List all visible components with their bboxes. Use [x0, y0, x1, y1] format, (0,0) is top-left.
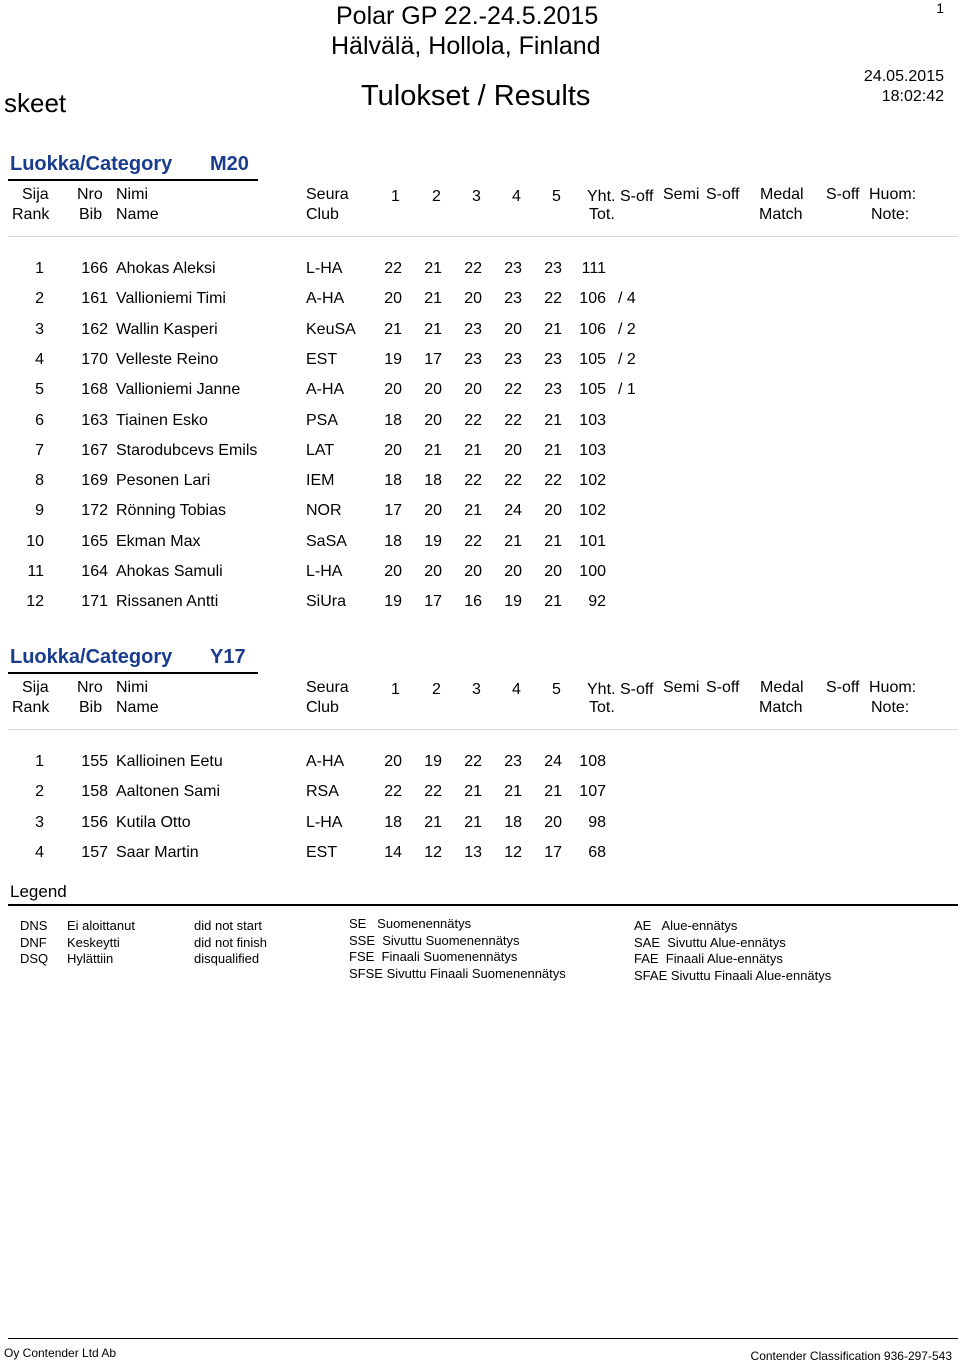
- column-header-bib-fi: Nro: [77, 186, 103, 203]
- result-row: [0, 593, 960, 623]
- cell-name: Ekman Max: [116, 532, 201, 550]
- cell-total: 98: [588, 813, 606, 831]
- cell-s0: 22: [384, 783, 402, 801]
- cell-s1: 22: [424, 783, 442, 801]
- cell-s0: 20: [384, 753, 402, 770]
- cell-s1: 17: [424, 350, 442, 368]
- column-header-name-en: Name: [116, 206, 159, 223]
- cell-name: Pesonen Lari: [116, 472, 211, 490]
- cell-name: Vallioniemi Janne: [116, 381, 241, 399]
- cell-s0: 18: [384, 532, 402, 550]
- cell-name: Velleste Reino: [116, 350, 219, 368]
- cell-total: 108: [579, 753, 606, 770]
- cell-s4: 21: [544, 441, 562, 459]
- column-header-medal: Medal: [760, 186, 804, 203]
- cell-name: Aaltonen Sami: [116, 783, 221, 801]
- cell-s2: 21: [464, 813, 482, 831]
- cell-club: RSA: [306, 783, 339, 801]
- column-header-bib-en: Bib: [79, 699, 103, 716]
- result-row: [0, 533, 960, 563]
- cell-club: PSA: [306, 411, 339, 429]
- cell-total: 106: [579, 290, 606, 308]
- column-header-medal-shootoff: S-off: [826, 186, 860, 203]
- cell-s2: 16: [464, 593, 482, 611]
- cell-name: Vallioniemi Timi: [116, 290, 226, 308]
- cell-bib: 156: [81, 813, 108, 831]
- column-header-note-en: Note:: [871, 206, 910, 223]
- cell-club: KeuSA: [306, 320, 356, 338]
- legend-ae-item: SFAE Sivuttu Finaali Alue-ennätys: [634, 967, 832, 983]
- cell-bib: 161: [81, 290, 108, 308]
- cell-bib: 167: [81, 441, 108, 459]
- cell-name: Saar Martin: [116, 843, 199, 861]
- cell-s0: 22: [384, 260, 402, 277]
- cell-s3: 22: [504, 472, 522, 490]
- cell-s4: 20: [544, 563, 562, 580]
- column-header-note-fi: Huom:: [869, 186, 917, 203]
- result-row: [0, 783, 960, 813]
- cell-s4: 17: [544, 843, 562, 861]
- column-header-shootoff: S-off: [620, 188, 654, 205]
- cell-s3: 20: [504, 563, 522, 580]
- column-header-s5: 5: [552, 188, 561, 205]
- legend-code-en: did not start: [194, 918, 262, 933]
- cell-rank: 3: [35, 813, 44, 831]
- cell-bib: 169: [81, 472, 108, 490]
- cell-rank: 7: [35, 441, 44, 459]
- category-code: Y17: [210, 646, 246, 668]
- cell-s0: 18: [384, 472, 402, 490]
- category-underline: [8, 672, 258, 674]
- cell-bib: 164: [81, 563, 108, 580]
- cell-bib: 168: [81, 381, 108, 399]
- legend-code: DSQ: [20, 951, 49, 966]
- cell-s4: 22: [544, 290, 562, 308]
- event-title: Polar GP 22.-24.5.2015: [336, 2, 599, 30]
- cell-s1: 17: [424, 593, 442, 611]
- cell-s3: 24: [504, 502, 522, 520]
- cell-total: 103: [579, 411, 606, 429]
- cell-club: LAT: [306, 441, 335, 459]
- cell-s2: 22: [464, 753, 482, 770]
- cell-club: IEM: [306, 472, 335, 490]
- column-header-s1: 1: [391, 188, 400, 205]
- cell-s2: 20: [464, 563, 482, 580]
- cell-s1: 21: [424, 320, 442, 338]
- cell-total: 106: [579, 320, 606, 338]
- cell-s4: 20: [544, 813, 562, 831]
- cell-club: A-HA: [306, 381, 345, 399]
- column-header-name-en: Name: [116, 699, 159, 716]
- cell-rank: 6: [35, 411, 44, 429]
- legend-code-fi: Keskeytti: [67, 934, 120, 950]
- cell-s0: 19: [384, 350, 402, 368]
- column-header-rank-en: Rank: [12, 699, 50, 716]
- column-header-semi: Semi: [663, 679, 700, 696]
- cell-s4: 24: [544, 753, 562, 770]
- cell-rank: 2: [35, 290, 44, 308]
- result-row: [0, 351, 960, 381]
- column-header-total-en: Tot.: [589, 206, 615, 223]
- column-header-club-en: Club: [306, 699, 339, 716]
- result-row: [0, 442, 960, 472]
- cell-s1: 20: [424, 411, 442, 429]
- cell-s2: 21: [464, 502, 482, 520]
- cell-rank: 5: [35, 381, 44, 399]
- cell-s4: 20: [544, 502, 562, 520]
- column-header-total-fi: Yht.: [587, 188, 616, 205]
- category-label: Luokka/Category: [10, 153, 173, 175]
- cell-s2: 22: [464, 532, 482, 550]
- column-header-club-fi: Seura: [306, 186, 349, 203]
- cell-soff: / 2: [618, 320, 636, 338]
- result-row: [0, 844, 960, 874]
- cell-total: 105: [579, 381, 606, 399]
- cell-s1: 19: [424, 532, 442, 550]
- cell-club: L-HA: [306, 563, 343, 580]
- result-row: [0, 260, 960, 290]
- column-header-medal: Medal: [760, 679, 804, 696]
- cell-rank: 4: [35, 843, 44, 861]
- cell-s4: 23: [544, 350, 562, 368]
- cell-s0: 20: [384, 441, 402, 459]
- result-row: [0, 412, 960, 442]
- cell-s0: 20: [384, 381, 402, 399]
- result-row: [0, 321, 960, 351]
- column-header-total-en: Tot.: [589, 699, 615, 716]
- cell-s3: 18: [504, 813, 522, 831]
- cell-name: Kallioinen Eetu: [116, 753, 223, 770]
- column-header-note-en: Note:: [871, 699, 910, 716]
- cell-s1: 12: [424, 843, 442, 861]
- cell-s4: 21: [544, 320, 562, 338]
- cell-s0: 20: [384, 290, 402, 308]
- category-label: Luokka/Category: [10, 646, 173, 668]
- column-header-name-fi: Nimi: [116, 186, 148, 203]
- result-row: [0, 563, 960, 593]
- cell-s1: 19: [424, 753, 442, 770]
- cell-total: 92: [588, 593, 606, 611]
- cell-club: EST: [306, 350, 338, 368]
- cell-s2: 20: [464, 381, 482, 399]
- cell-name: Ahokas Samuli: [116, 563, 223, 580]
- cell-s3: 23: [504, 260, 522, 277]
- column-header-total-fi: Yht.: [587, 681, 616, 698]
- cell-club: SiUra: [306, 593, 347, 611]
- cell-s0: 17: [384, 502, 402, 520]
- cell-s0: 19: [384, 593, 402, 611]
- cell-bib: 165: [81, 532, 108, 550]
- legend-code-fi: Ei aloittanut: [67, 918, 135, 933]
- cell-s0: 18: [384, 411, 402, 429]
- cell-s0: 21: [384, 320, 402, 338]
- legend-ae-item: FAE Finaali Alue-ennätys: [634, 951, 783, 966]
- cell-club: NOR: [306, 502, 342, 520]
- page-number: 1: [936, 0, 944, 16]
- category-underline: [8, 179, 258, 181]
- cell-rank: 3: [35, 320, 44, 338]
- cell-bib: 170: [81, 350, 108, 368]
- cell-s1: 18: [424, 472, 442, 490]
- cell-total: 103: [579, 441, 606, 459]
- legend-se-item: SFSE Sivuttu Finaali Suomenennätys: [349, 965, 566, 981]
- legend-code-en: did not finish: [194, 934, 267, 950]
- cell-name: Wallin Kasperi: [116, 320, 218, 338]
- results-title: Tulokset / Results: [361, 80, 591, 112]
- cell-s3: 20: [504, 441, 522, 459]
- column-header-bib-fi: Nro: [77, 679, 103, 696]
- cell-rank: 4: [35, 350, 44, 368]
- legend-code-en: disqualified: [194, 951, 260, 966]
- cell-s3: 20: [504, 320, 522, 338]
- column-header-bib-en: Bib: [79, 206, 103, 223]
- report-time: 18:02:42: [881, 88, 944, 105]
- cell-rank: 1: [35, 753, 44, 770]
- cell-s2: 22: [464, 260, 482, 277]
- cell-s4: 23: [544, 381, 562, 399]
- discipline-label: skeet: [4, 88, 67, 118]
- result-row: [0, 502, 960, 532]
- cell-s3: 19: [504, 593, 522, 611]
- cell-name: Starodubcevs Emils: [116, 441, 258, 459]
- cell-total: 105: [579, 350, 606, 368]
- cell-s4: 21: [544, 593, 562, 611]
- cell-total: 68: [588, 843, 606, 861]
- column-header-club-en: Club: [306, 206, 339, 223]
- cell-total: 107: [579, 783, 606, 801]
- cell-s4: 22: [544, 472, 562, 490]
- cell-total: 100: [579, 563, 606, 580]
- result-row: [0, 472, 960, 502]
- cell-s0: 20: [384, 563, 402, 580]
- cell-s0: 14: [384, 843, 402, 861]
- cell-rank: 12: [26, 593, 44, 611]
- cell-s3: 21: [504, 532, 522, 550]
- cell-s3: 22: [504, 411, 522, 429]
- column-header-rank-en: Rank: [12, 206, 50, 223]
- legend-ae-item: AE Alue-ennätys: [634, 918, 738, 933]
- cell-name: Tiainen Esko: [116, 411, 208, 429]
- cell-s2: 23: [464, 320, 482, 338]
- cell-rank: 11: [27, 563, 44, 580]
- column-header-club-fi: Seura: [306, 679, 349, 696]
- cell-s2: 23: [464, 350, 482, 368]
- cell-bib: 171: [81, 593, 108, 611]
- cell-s3: 22: [504, 381, 522, 399]
- cell-s2: 21: [464, 441, 482, 459]
- cell-bib: 158: [81, 783, 108, 801]
- cell-s2: 21: [464, 783, 482, 801]
- cell-s2: 20: [464, 290, 482, 308]
- cell-s3: 23: [504, 350, 522, 368]
- cell-club: L-HA: [306, 260, 343, 277]
- cell-s4: 21: [544, 783, 562, 801]
- cell-s3: 23: [504, 753, 522, 770]
- cell-name: Rönning Tobias: [116, 502, 227, 520]
- cell-club: L-HA: [306, 813, 343, 831]
- cell-s1: 21: [424, 813, 442, 831]
- event-location: Hälvälä, Hollola, Finland: [331, 32, 601, 60]
- column-header-rank-fi: Sija: [22, 679, 49, 696]
- result-row: [0, 814, 960, 844]
- footer-company: Oy Contender Ltd Ab: [4, 1346, 117, 1360]
- cell-club: EST: [306, 843, 338, 861]
- column-header-s5: 5: [552, 681, 561, 698]
- cell-total: 102: [579, 472, 606, 490]
- legend-se-item: SE Suomenennätys: [349, 916, 472, 931]
- column-header-semi: Semi: [663, 186, 700, 203]
- cell-name: Rissanen Antti: [116, 593, 219, 611]
- column-header-s4: 4: [512, 188, 521, 205]
- cell-s1: 20: [424, 563, 442, 580]
- cell-s1: 20: [424, 381, 442, 399]
- footer-divider: [8, 1338, 958, 1339]
- cell-s4: 21: [544, 411, 562, 429]
- cell-s3: 23: [504, 290, 522, 308]
- cell-s1: 21: [424, 290, 442, 308]
- column-header-s3: 3: [472, 681, 481, 698]
- cell-total: 101: [579, 532, 606, 550]
- legend-ae-item: SAE Sivuttu Alue-ennätys: [634, 934, 786, 950]
- column-header-semi-shootoff: S-off: [706, 679, 740, 696]
- column-header-s1: 1: [391, 681, 400, 698]
- cell-total: 111: [581, 260, 606, 277]
- legend-code: DNF: [20, 934, 47, 950]
- cell-s1: 20: [424, 502, 442, 520]
- cell-s0: 18: [384, 813, 402, 831]
- legend-code: DNS: [20, 918, 48, 933]
- column-header-name-fi: Nimi: [116, 679, 148, 696]
- cell-s1: 21: [424, 260, 442, 277]
- legend-code-fi: Hylättiin: [67, 951, 114, 966]
- column-header-s2: 2: [432, 681, 441, 698]
- header-divider: [8, 236, 958, 237]
- cell-rank: 9: [35, 502, 44, 520]
- cell-club: SaSA: [306, 532, 347, 550]
- cell-name: Ahokas Aleksi: [116, 260, 216, 277]
- cell-s4: 21: [544, 532, 562, 550]
- column-header-note-fi: Huom:: [869, 679, 917, 696]
- column-header-medal-shootoff: S-off: [826, 679, 860, 696]
- cell-bib: 166: [81, 260, 108, 277]
- cell-bib: 162: [81, 320, 108, 338]
- cell-name: Kutila Otto: [116, 813, 191, 831]
- category-code: M20: [210, 153, 249, 175]
- cell-rank: 10: [26, 532, 44, 550]
- cell-s4: 23: [544, 260, 562, 277]
- column-header-s3: 3: [472, 188, 481, 205]
- cell-s2: 22: [464, 411, 482, 429]
- cell-rank: 2: [35, 783, 44, 801]
- cell-s2: 13: [464, 843, 482, 861]
- legend-title: Legend: [10, 882, 67, 901]
- cell-total: 102: [579, 502, 606, 520]
- footer-product: Contender Classification 936-297-543: [750, 1349, 952, 1363]
- cell-club: A-HA: [306, 753, 345, 770]
- cell-s3: 21: [504, 783, 522, 801]
- legend-se-item: SSE Sivuttu Suomenennätys: [349, 932, 520, 948]
- result-row: [0, 381, 960, 411]
- cell-club: A-HA: [306, 290, 345, 308]
- cell-soff: / 4: [618, 290, 636, 308]
- column-header-shootoff: S-off: [620, 681, 654, 698]
- cell-bib: 155: [81, 753, 108, 770]
- cell-soff: / 2: [618, 350, 636, 368]
- report-date: 24.05.2015: [863, 68, 944, 85]
- legend-se-item: FSE Finaali Suomenennätys: [349, 949, 518, 964]
- column-header-s2: 2: [432, 188, 441, 205]
- cell-bib: 172: [81, 502, 108, 520]
- cell-s3: 12: [504, 843, 522, 861]
- cell-s1: 21: [424, 441, 442, 459]
- result-row: [0, 753, 960, 783]
- cell-bib: 157: [81, 843, 108, 861]
- header-divider: [8, 729, 958, 730]
- column-header-match: Match: [759, 206, 803, 223]
- column-header-rank-fi: Sija: [22, 186, 49, 203]
- legend-divider: [8, 904, 958, 906]
- column-header-s4: 4: [512, 681, 521, 698]
- cell-bib: 163: [81, 411, 108, 429]
- cell-rank: 8: [35, 472, 44, 490]
- column-header-match: Match: [759, 699, 803, 716]
- cell-soff: / 1: [618, 381, 636, 399]
- cell-s2: 22: [464, 472, 482, 490]
- cell-rank: 1: [35, 260, 44, 277]
- column-header-semi-shootoff: S-off: [706, 186, 740, 203]
- result-row: [0, 290, 960, 320]
